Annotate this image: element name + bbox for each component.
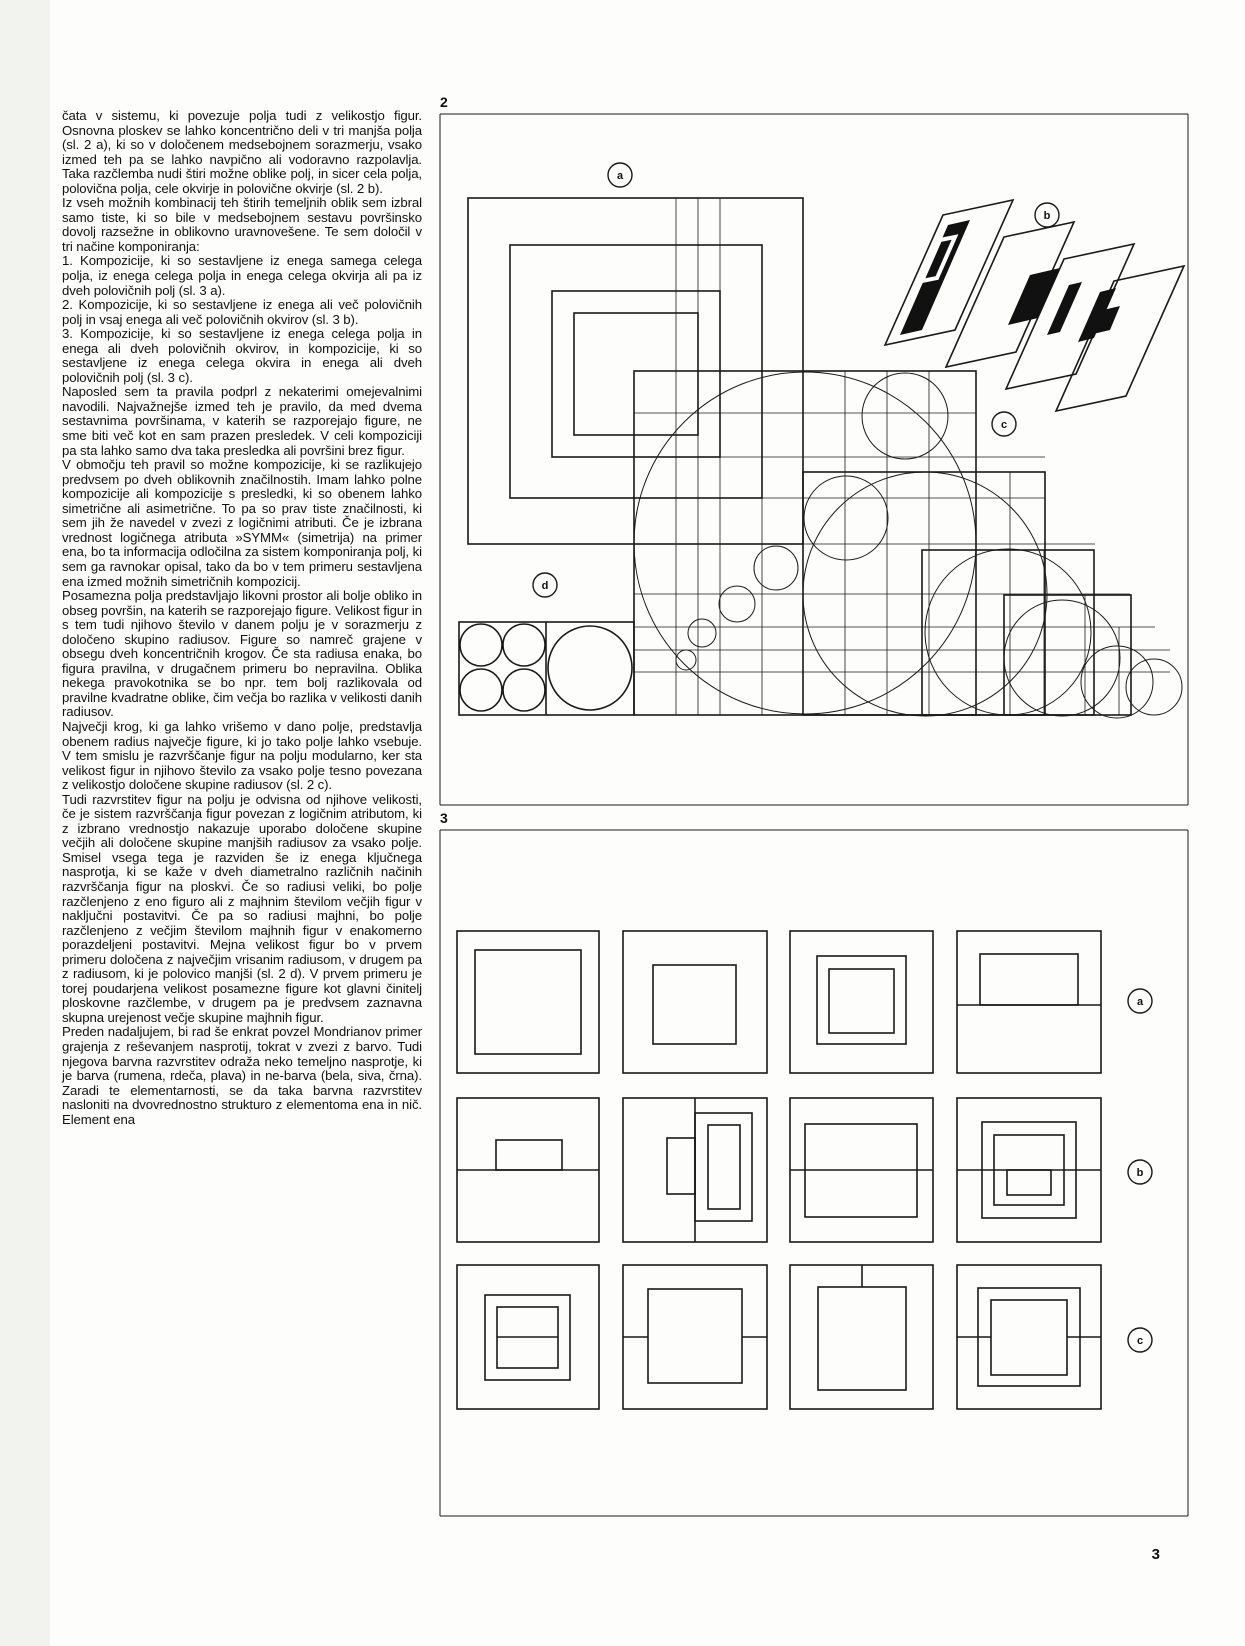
fig3-label-b: b: [1136, 1167, 1144, 1179]
paragraph-2: Iz vseh možnih kombinacij teh štirih temeljnih oblik sem izbral samo tiste, ki so bile v medsebojnem sestavu površinsko dovolj razsežne in oblikovno uravnovešene. Te sem določil v tri načine komponiranja:: [62, 195, 422, 254]
fig3-row-a: [457, 931, 1101, 1073]
fig3-row-b: [457, 1098, 1101, 1242]
fig3-label-a: a: [1136, 996, 1144, 1008]
fig2c-inscribed-circles: [634, 372, 1182, 718]
figure-3-number: 3: [440, 810, 448, 826]
figure-2-number: 2: [440, 94, 448, 110]
paragraph-10: Tudi razvrstitev figur na polju je odvisna od njihove velikosti, če je sistem razvrščanja figur povezan z logičnim atributom, ki z izbrano vrednostjo nakazuje uporabo določene skupine večjih ali določene skupine manjših radiusov za vsako polje. Smisel vsega tega je razviden še iz enega ključnega nasprotja, ki se kaže v dveh diametralno različnih načinih razvrščanja figur na ploskvi. Če so radiusi veliki, bo polje razčlenjeno z eno figuro ali z majhnim številom večjih figur v naključni postavitvi. Če pa so radiusi majhni, bo polje razčlenjeno z večjim številom majhnih figur v enakomerno porazdeljeni postavitvi. Mejna velikost figur bo v prvem primeru določena z največjim vrisanim radiusom, v drugem pa z radiusom, ki je polovico manjši (sl. 2 d). V prvem primeru je torej poudarjena velikost posamezne figure kot glavni činitelj ploskovne razčlembe, v drugem pa je predvsem zaznavna skupna urejenost večje skupine majhnih figur.: [62, 791, 422, 1025]
paragraph-3: 1. Kompozicije, ki so sestavljene iz enega samega celega polja, iz enega celega polja in enega celega okvirja ali pa iz dveh polovičnih polj (sl. 3 a).: [62, 253, 422, 298]
fig2-label-a: a: [616, 170, 624, 182]
paragraph-1: čata v sistemu, ki povezuje polja tudi z velikostjo figur. Osnovna ploskev se lahko koncentrično deli v tri manjša polja (sl. 2 a), ki so v določenem medsebojnem sorazmerju, vsako izmed teh pa se lahko navpično ali vodoravno razpolavlja. Taka razčlemba nudi štiri možne oblike polj, in sicer cela polja, polovična polja, cele okvirje in polovične okvirje (sl. 2 b).: [62, 108, 422, 196]
paragraph-4: 2. Kompozicije, ki so sestavljene iz enega ali več polovičnih polj in vsaj enega ali več polovičnih okvirov (sl. 3 b).: [62, 297, 422, 327]
fig3-label-c: c: [1136, 1335, 1144, 1347]
paragraph-8: Posamezna polja predstavljajo likovni prostor ali bolje obliko in obseg površin, na katerih se razporejajo figure. Velikost figur in s tem tudi njihovo število v danem polju je v sorazmerju z določeno skupino radiusov. Figure so namreč grajene v obsegu dveh koncentričnih krogov. Če sta radiusa enaka, bo figura pravilna, v drugačnem primeru bo nepravilna. Oblika nekega pravokotnika se bo npr. tem bolj razlikovala od pravilne kvadratne oblike, čim večja bo razlika v velikosti danih radiusov.: [62, 588, 422, 720]
fig3-row-c: [457, 1265, 1101, 1409]
paragraph-11: Preden nadaljujem, bi rad še enkrat povzel Mondrianov primer grajenja z reševanjem nasprotij, tokrat v zvezi z barvo. Tudi njegova barvna razvrstitev odraža neko temeljno nasprotje, ki je barva (rumena, rdeča, plava) in ne-barva (bela, siva, črna). Zaradi te elementarnosti, se da taka barvna razvrstitev nasloniti na dvovrednostno strukturo z elementoma ena in nič. Element ena: [62, 1024, 422, 1127]
fig2-label-circles: [533, 163, 1059, 597]
paragraph-9: Največji krog, ki ga lahko vrišemo v dano polje, predstavlja obenem radius največje figure, ki jo tako polje lahko vsebuje. V tem smislu je razvrščanje figur na polju modularno, ker sta velikost figur in njihovo število za vsako polje tesno povezana z velikostjo določene skupine radiusov (sl. 2 c).: [62, 718, 422, 793]
fig2c-stepped-fields: [634, 371, 1131, 715]
fig2-label-c: c: [1000, 419, 1008, 431]
fig2-label-b: b: [1043, 210, 1051, 222]
paragraph-7: V območju teh pravil so možne kompozicije, ki se razlikujejo predvsem po dveh oblikovnih značilnostih. Imam lahko polne kompozicije ali kompozicije s presledki, ki so obenem lahko simetrične ali asimetrične. To pa so prav tiste značilnosti, ki sem jih že navedel v zvezi z logičnimi atributi. Če je izbrana vrednost logičnega atributa »SYMM« (simetrija) na primer ena, bo ta informacija odločilna za sistem komponiranja polj, ki sem ga ravnokar opisal, tako da bo v tem primeru sestavljena ena izmed možnih simetričnih kompozicij.: [62, 457, 422, 589]
fig2-label-d: d: [541, 580, 549, 592]
paragraph-6: Naposled sem ta pravila podprl z nekaterimi omejevalnimi navodili. Najvažnejše izmed teh je pravilo, da med dvema sestavnima površinama, v katerih se razporejajo figure, ne sme biti več kot en sam prazen presledek. V celi kompoziciji pa sta lahko samo dva taka presledka ali površini brez figur.: [62, 384, 422, 458]
page-number: 3: [1151, 1546, 1160, 1563]
fig2d-small-radius-fields: [459, 622, 634, 715]
paragraph-5: 3. Kompozicije, ki so sestavljene iz enega celega polja in enega ali dveh polovičnih okvirov, in kompozicije, ki so sestavljene iz enega celega okvira in enega ali dveh polovičnih polj (sl. 3 c).: [62, 326, 422, 385]
